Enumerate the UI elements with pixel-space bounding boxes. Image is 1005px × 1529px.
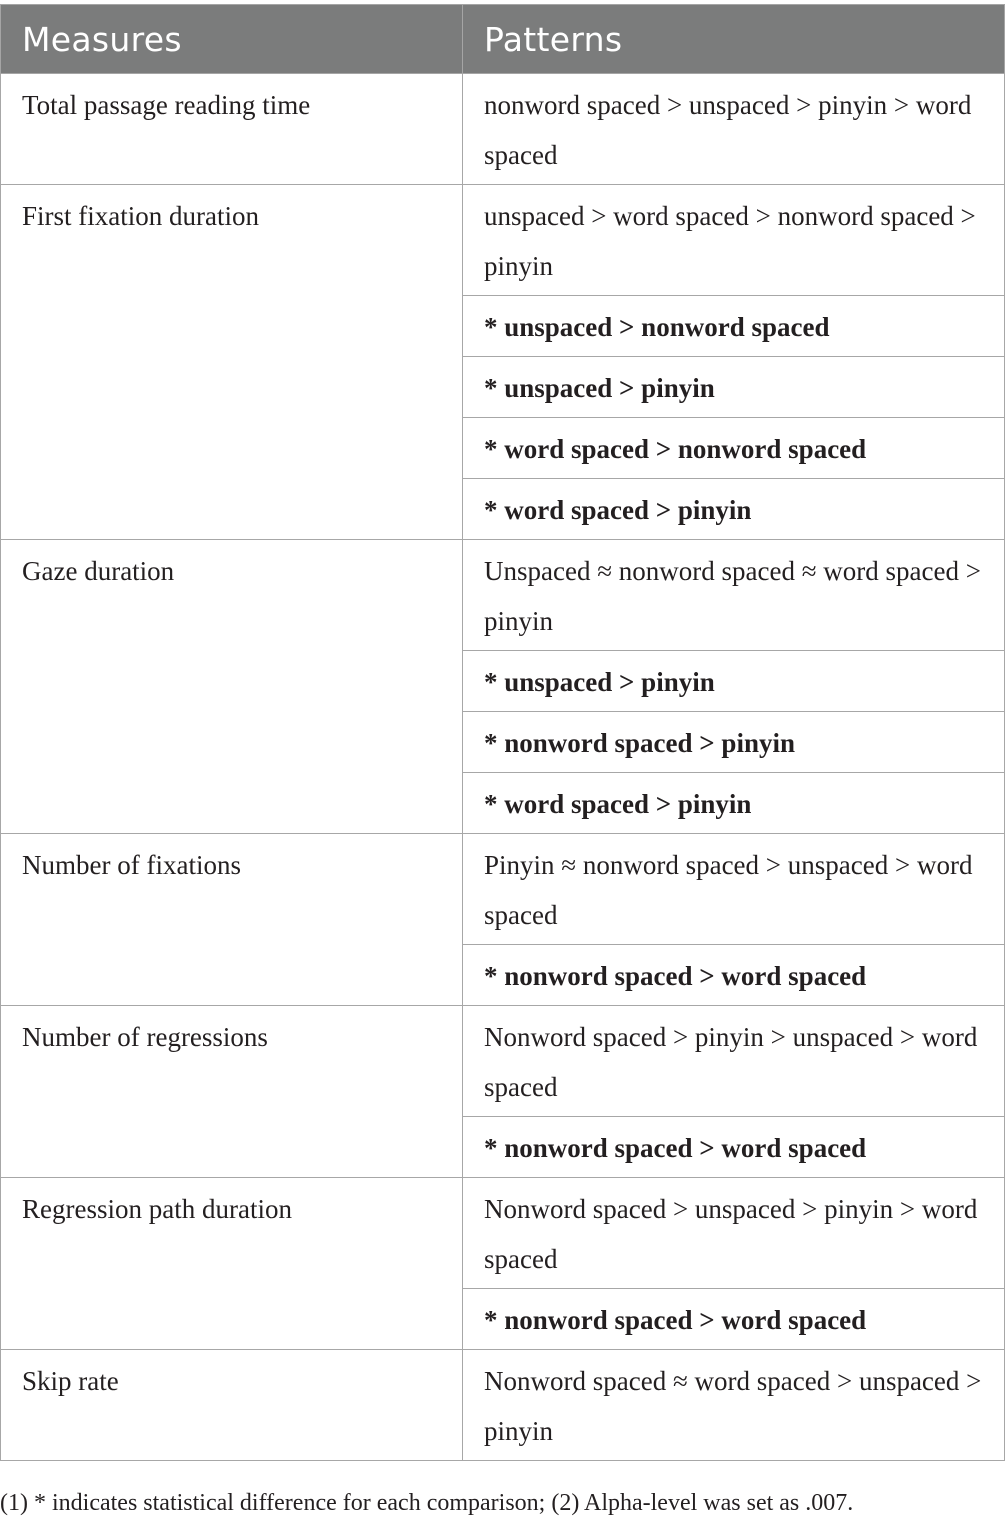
pattern-cell: Unspaced ≈ nonword spaced ≈ word spaced > pinyin — [463, 540, 1005, 651]
measure-cell: Number of regressions — [1, 1006, 463, 1178]
significant-comparison: * nonword spaced > pinyin — [463, 712, 1005, 773]
table-row — [1, 185, 1005, 296]
table-row — [1, 1350, 1005, 1461]
significant-comparison: * unspaced > nonword spaced — [463, 296, 1005, 357]
pattern-cell: Pinyin ≈ nonword spaced > unspaced > word spaced — [463, 834, 1005, 945]
table-row — [1, 74, 1005, 185]
significant-comparison: * unspaced > pinyin — [463, 651, 1005, 712]
significant-comparison: * word spaced > pinyin — [463, 773, 1005, 834]
table-row — [1, 540, 1005, 651]
pattern-cell: unspaced > word spaced > nonword spaced > pinyin — [463, 185, 1005, 296]
table-row — [1, 1178, 1005, 1289]
measure-cell: First fixation duration — [1, 185, 463, 540]
table-row — [1, 834, 1005, 945]
significant-comparison: * nonword spaced > word spaced — [463, 945, 1005, 1006]
header-measures: Measures — [1, 5, 463, 74]
significant-comparison: * word spaced > pinyin — [463, 479, 1005, 540]
results-table — [0, 4, 1005, 1461]
measure-cell: Skip rate — [1, 1350, 463, 1461]
pattern-cell: Nonword spaced > pinyin > unspaced > word spaced — [463, 1006, 1005, 1117]
significant-comparison: * unspaced > pinyin — [463, 357, 1005, 418]
measure-cell: Regression path duration — [1, 1178, 463, 1350]
pattern-cell: Nonword spaced > unspaced > pinyin > word spaced — [463, 1178, 1005, 1289]
header-row — [1, 5, 1005, 74]
table-row — [1, 1006, 1005, 1117]
measure-cell: Total passage reading time — [1, 74, 463, 185]
table-footnote: (1) * indicates statistical difference for each comparison; (2) Alpha-level was set as .007. — [0, 1490, 854, 1516]
header-patterns: Patterns — [463, 5, 1005, 74]
significant-comparison: * nonword spaced > word spaced — [463, 1117, 1005, 1178]
pattern-cell: nonword spaced > unspaced > pinyin > word spaced — [463, 74, 1005, 185]
measure-cell: Number of fixations — [1, 834, 463, 1006]
measure-cell: Gaze duration — [1, 540, 463, 834]
significant-comparison: * word spaced > nonword spaced — [463, 418, 1005, 479]
significant-comparison: * nonword spaced > word spaced — [463, 1289, 1005, 1350]
pattern-cell: Nonword spaced ≈ word spaced > unspaced > pinyin — [463, 1350, 1005, 1461]
